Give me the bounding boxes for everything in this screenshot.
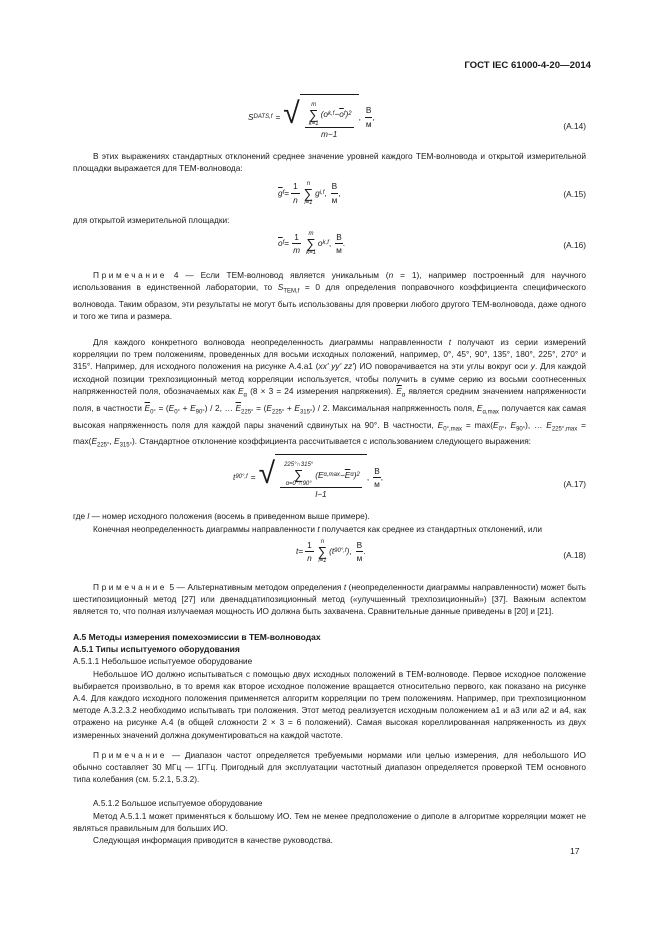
section-a512-heading: А.5.1.2 Большое испытуемое оборудование xyxy=(93,798,263,809)
equation-a18: t = $\frac{1}{n}$ n ∑ l=1 (t 90°,f ) , В м . (A.18) xyxy=(296,538,586,564)
paragraph-5: Конечная неопределенность диаграммы направленности t получается как среднее из стандартных отклонений, или xyxy=(93,523,543,534)
section-a51-heading: А.5.1 Типы испытуемого оборудования xyxy=(73,644,240,655)
paragraph-3: Для каждого конкретного волновода неопределенность диаграммы направленности t получают из серии измерений корреляции по трем положениям, проведенных для восьми исходных положений, например, 0°, 45°, 90°, 135°, 180°, 225°, 270° и 315°. Например, для исходного положения на рисунке А.4.а1 (xx' yy' zz') ИО поворачивается на эти углы вокруг оси y. Для каждой исходной позиции трехпозиционный метод корреляции используется, чтобы получить в сумме серию из восьми соотнесенных напряженностей поля, обозначаемых как $E_\alpha$ (8 × 3 = 24 измерения напряжения). $\overline{E}_\alpha$ является средним значением напряженности поля, в частности $\overline{E}_{0^\circ} = (E_{0^\circ} + E_{90^\circ}) / 2$, … $\overline{E}_{225^\circ} = (E_{225^\circ} + E_{315^\circ}) / 2$. Максимальная напряженность поля, $E_{\alpha,max}$ получается как самая высокая напряженность поля для каждой пары значений сдвинутых на 90°. В частности, $E_{0^\circ,max} = \max(E_{0^\circ}$, $E_{90^\circ}$), … $E_{225^\circ,max} = \max(E_{225^\circ}$, $E_{315^\circ}$). Стандартное отклонение коэффициента рассчитывается с использованием следующего выражения: xyxy=(73,337,586,450)
eq14-number: (A.14) xyxy=(563,121,586,131)
eq15-number: (A.15) xyxy=(563,189,586,200)
equation-a17: t 90°,f = √ 225°∩315° ∑ α=0°∩90° (E α,max − $\overline{E}$ α ) 2 l−1 , В м , (A.17) xyxy=(73,452,586,510)
document-header: ГОСТ IEC 61000-4-20—2014 xyxy=(464,60,591,71)
eq14-lhs: S xyxy=(248,112,254,122)
paragraph-8: Следующая информация приводится в качестве руководства. xyxy=(93,834,333,845)
paragraph-2: для открытой измерительной площадки: xyxy=(73,215,230,226)
paragraph-6: Небольшое ИО должно испытываться с помощью двух исходных положений в ТЕМ-волноводе. Первое исходное положение выбирается произвольно, в то время как второе исходное положение вращается относительно первого, как показано на рисунке А.4. Для каждого исходного положения применяется алгоритм корреляции по трем положениям. Например, при трехпозиционном методе А.3.2.3.2 необходимо испытывать три положения. Этот метод реализуется исходным положением a1 и a3 или a2 и a4, как отражено на рисунке А.4 (в общей сложности 2 × 3 = 6 положений). Самая высокая кореллированная напряженность из двух измеренных значений должна документироваться на каждой частоте. xyxy=(73,668,586,740)
paragraph-4: где l — номер исходного положения (восемь в приведенном выше примере). xyxy=(73,511,370,522)
note-6: Примечание — Диапазон частот определяется требуемыми нормами или целью измерения, для небольшого ИО обычно составляет 30 МГц — 1ГГц. Пригодный для эксплуатации частотный диапазон определяется проверкой ТЕМ основного типа колебания (см. 5.2.1, 5.3.2). xyxy=(73,749,586,785)
eq14-sqrt: √ m ∑ k=1 (o k,f − $\overline{o}$ f ) 2 m−1 xyxy=(283,94,358,140)
paragraph-7: Метод А.5.1.1 может применяться к большому ИО. Тем не менее предположение о диполе в алгоритме корреляции может не являться правильным для больших ИО. xyxy=(73,810,586,833)
note-5: Примечание 5 — Альтернативным методом определения t (неопределенности диаграммы направленности) может быть шестипозиционный метод [27] или двенадцатипозиционный метод («улучшенный трехпозиционный») [37]. Важным аспектом является то, что полная излучаемая мощность ИО должна быть захвачена. Сравнительные данные приведены в [20] и [21]. xyxy=(73,581,586,617)
note-4: Примечание 4 — Если ТЕМ-волновод является уникальным (n = 1), например построенный для научного использования в единственной лаборатории, то $S_{TEM,f} = 0$ для определения поправочного коэффициента специфического волновода. Таким образом, эти результаты не могут быть использованы для проверки любого другого ТЕМ-волновода, даже одного и того же типа и размера. xyxy=(73,269,586,321)
equation-a14: S DATS,f = √ m ∑ k=1 (o k,f − $\overline{o}$ f ) 2 m−1 , В м , (A.14) xyxy=(73,92,586,150)
section-a511-heading: А.5.1.1 Небольшое испытуемое оборудование xyxy=(73,656,253,667)
section-a5-heading: А.5 Методы измерения помехоэмиссии в ТЕМ-волноводах xyxy=(73,632,321,643)
eq16-number: (A.16) xyxy=(563,239,586,250)
eq18-number: (A.18) xyxy=(563,549,586,560)
page-content xyxy=(73,92,586,846)
equation-a15: $\overline{g}$ f = $\frac{1}{n}$ n ∑ i=1 g i,f , В м , (A.15) xyxy=(278,180,586,206)
eq17-number: (A.17) xyxy=(563,479,586,490)
page-number: 17 xyxy=(570,846,580,856)
paragraph-1: В этих выражениях стандартных отклонений среднее значение уровней каждого ТЕМ-волновода и открытой измерительной площадки выражается для ТЕМ-волновода: xyxy=(73,151,586,174)
equation-a16: $\overline{o}$ f = $\frac{1}{m}$ m ∑ k=1 o k,f , В м . (A.16) xyxy=(278,230,586,256)
